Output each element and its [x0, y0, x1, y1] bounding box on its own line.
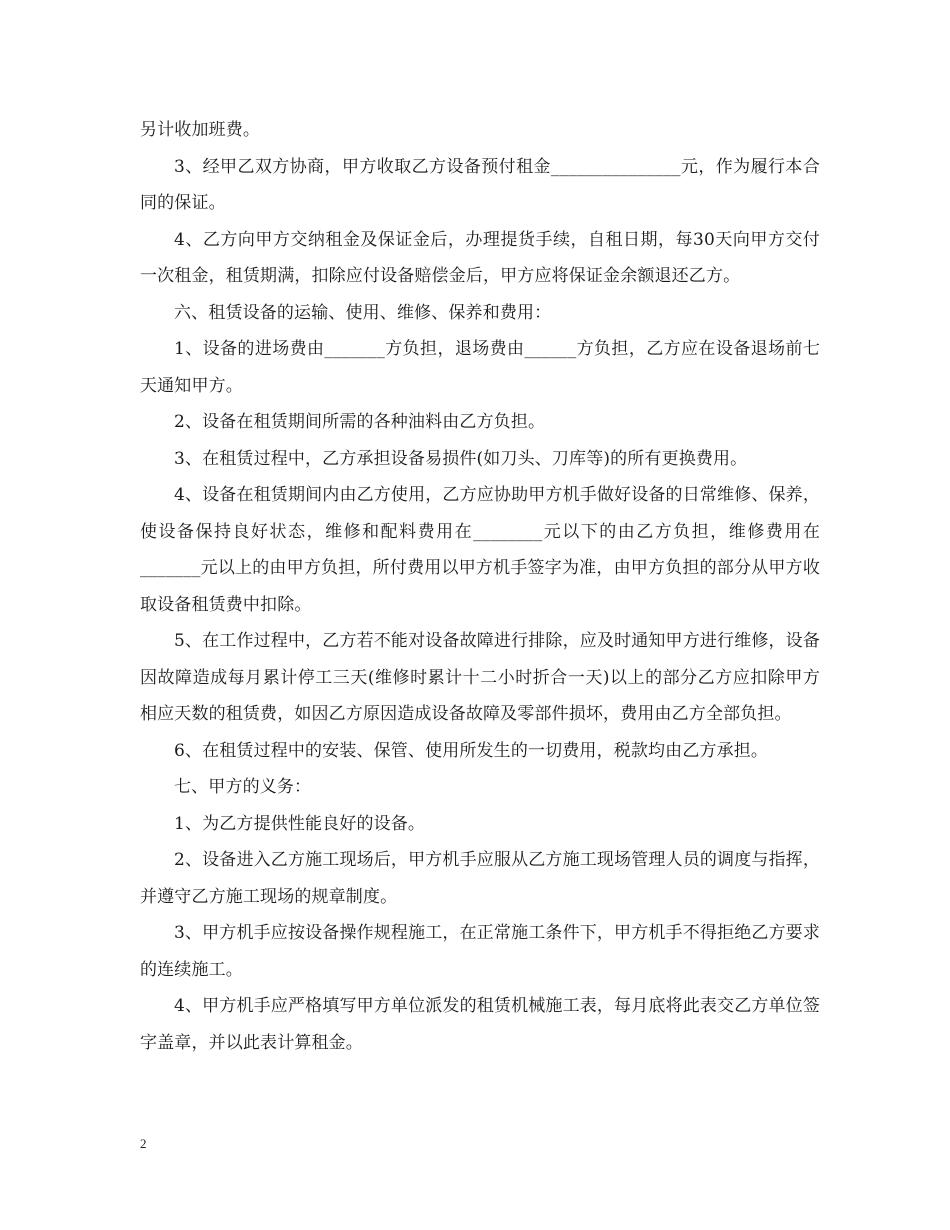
paragraph-clause-6-1: 1、设备的进场费由_______方负担，退场费由______方负担，乙方应在设备退场前七天通知甲方。: [140, 339, 820, 396]
paragraph-clause-6-6: 6、在租赁过程中的安装、保管、使用所发生的一切费用，税款均由乙方承担。: [174, 740, 769, 761]
document-body: [140, 112, 820, 1061]
paragraph-clause-5-4-payment: 4、乙方向甲方交纳租金及保证金后，办理提货手续，自租日期，每30天向甲方交付一次租金，租赁期满，扣除应付设备赔偿金后，甲方应将保证金余额退还乙方。: [140, 229, 820, 286]
paragraph-clause-6-2: 2、设备在租赁期间所需的各种油料由乙方负担。: [174, 412, 546, 432]
paragraph-continuation: 另计收加班费。: [140, 120, 261, 140]
section-heading-6: 六、租赁设备的运输、使用、维修、保养和费用：: [174, 302, 552, 323]
section-heading-7: 七、甲方的义务：: [174, 777, 312, 797]
paragraph-clause-6-5: 5、在工作过程中，乙方若不能对设备故障进行排除，应及时通知甲方进行维修，设备因故障造成每月累计停工三天(维修时累计十二小时折合一天)以上的部分乙方应扣除甲方相应天数的租赁费，如因乙方原因造成设备故障及零部件损坏，费用由乙方全部负担。: [140, 631, 820, 724]
page-number: 2: [140, 1136, 147, 1151]
paragraph-clause-6-4: 4、设备在租赁期间内由乙方使用，乙方应协助甲方机手做好设备的日常维修、保养，使设备保持良好状态，维修和配料费用在________元以下的由乙方负担，维修费用在_______元以上的由甲方负担，所付费用以甲方机手签字为准，由甲方负担的部分从甲方收取设备租赁费中扣除。: [140, 485, 820, 615]
paragraph-clause-5-3-deposit: 3、经甲乙双方协商，甲方收取乙方设备预付租金_______________元，作为履行本合同的保证。: [140, 156, 820, 213]
paragraph-clause-7-2: 2、设备进入乙方施工现场后，甲方机手应服从乙方施工现场管理人员的调度与指挥，并遵守乙方施工现场的规章制度。: [140, 850, 820, 907]
paragraph-clause-7-4: 4、甲方机手应严格填写甲方单位派发的租赁机械施工表，每月底将此表交乙方单位签字盖章，并以此表计算租金。: [140, 996, 820, 1053]
paragraph-clause-7-1: 1、为乙方提供性能良好的设备。: [174, 813, 426, 834]
paragraph-clause-6-3: 3、在租赁过程中，乙方承担设备易损件(如刀头、刀库等)的所有更换费用。: [174, 448, 748, 469]
paragraph-clause-7-3: 3、甲方机手应按设备操作规程施工，在正常施工条件下，甲方机手不得拒绝乙方要求的连续施工。: [140, 923, 820, 980]
